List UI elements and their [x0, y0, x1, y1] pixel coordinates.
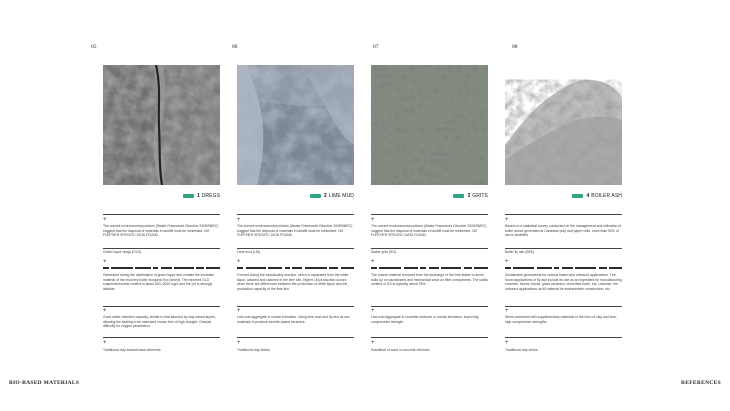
legislation-text: Based on a statistical survey conducted on the management and utilization of boiler ashes generated at Canadian pulp and paper mills, more than 50% of ash is landfilled.: [505, 224, 622, 238]
properties-text: Low-cost aggregate in mortar formation. Using lime mud and fly ash as raw materials to produce zeorlite-based ceramics.: [237, 315, 350, 324]
origin-text: Formed during the causticizing reaction, which is separated from the white liquor, washed and calcined in the lime kiln. Higher LM production occurs when there are differences between the production of white liquor and the production capacity of the lime kiln.: [237, 273, 349, 292]
accent-chip: [453, 194, 464, 199]
plus-icon: +: [237, 217, 241, 223]
plus-icon: +: [103, 308, 107, 314]
application-text: Traditional clay sealant base elements.: [103, 348, 162, 352]
plus-icon: +: [237, 259, 241, 265]
caption-label: BOILER ASH: [591, 193, 622, 199]
accent-chip: [310, 194, 321, 199]
caption-label: DREGS: [201, 193, 220, 199]
footer-left-title: BIO-BASED MATERIALS: [9, 380, 80, 386]
divider: [371, 214, 488, 215]
plus-icon: +: [237, 340, 241, 346]
divider: [505, 248, 622, 249]
plus-icon: +: [371, 259, 375, 265]
material-name: Slaker grits (SG).: [371, 250, 397, 254]
divider: [103, 337, 220, 338]
application-text: Traditional clay bricks.: [505, 348, 539, 352]
divider: [103, 214, 220, 215]
material-name: Boiler fly ash (BFA).: [505, 250, 535, 254]
divider: [237, 214, 354, 215]
plus-icon: +: [103, 217, 107, 223]
dregs-sample-photo: [103, 65, 220, 185]
page-number: 06: [232, 44, 238, 50]
footer-right-title: REFERENCES: [681, 380, 721, 386]
divider: [505, 214, 622, 215]
caption-number: 2: [323, 193, 327, 199]
material-name: Green liquor dregs (GLD).: [103, 250, 143, 254]
caption-number: 1: [196, 193, 200, 199]
boiler-ash-sample-photo: [505, 65, 622, 185]
properties-text: Low-cost aggregate in concrete mixtures or mortar formation, improving compressive strength.: [371, 315, 479, 324]
plus-icon: +: [103, 340, 107, 346]
material-name: Lime mud (LM).: [237, 250, 261, 254]
caption-number: 4: [586, 193, 590, 199]
plus-icon: +: [371, 340, 375, 346]
page-number: 07: [373, 44, 379, 50]
plus-icon: +: [371, 217, 375, 223]
divider: [371, 248, 488, 249]
photo-caption: [572, 193, 622, 199]
dash-divider: [103, 267, 220, 270]
divider: [371, 306, 488, 307]
lime-mud-sample-photo: [237, 65, 354, 185]
properties-text: Good water retention capacity, similar to that assured by clay-based layers, allowing the sealing to be saturated mortar free of high draught. Gradual difficulty for oxygen penetration.: [103, 315, 216, 329]
caption-label: GRITS: [472, 193, 488, 199]
caption-label: LIME MUD: [328, 193, 354, 199]
legislation-text: The current environmental policies (Waste Framework Directive 2008/98/EC) suggest that the disposal of materials in landfill must be minimised. NO FURTHER SPECIFIC DATA FOUND.: [371, 224, 487, 238]
accent-chip: [183, 194, 194, 199]
dash-divider: [371, 267, 488, 270]
application-text: Traditional clay bricks.: [237, 348, 271, 352]
photo-caption: [453, 193, 488, 199]
divider: [103, 248, 220, 249]
divider: [103, 306, 220, 307]
legislation-text: The current environmental policies (Waste Framework Directive 2008/98/EC) suggest that the disposal of materials in landfill must be minimised. NO FURTHER SPECIFIC DATA FOUND.: [237, 224, 353, 238]
plus-icon: +: [505, 217, 509, 223]
properties-text: When combined with supplementary materials in the form of clay and lime, high compressive strengths.: [505, 315, 617, 324]
divider: [237, 337, 354, 338]
plus-icon: +: [505, 340, 509, 346]
origin-text: The coarse material removed from the discharge of the lime slaker to avoid build up on causticizers and mechanical wear on filter components. The solids content of SG is typically about 75%.: [371, 273, 488, 287]
photo-caption: [310, 193, 354, 199]
divider: [505, 306, 622, 307]
plus-icon: +: [505, 308, 509, 314]
plus-icon: +: [103, 259, 107, 265]
divider: [505, 337, 622, 338]
plus-icon: +: [505, 259, 509, 265]
origin-text: Generated during the clarification of green liquor and contain the insoluble material of the recovery boiler inorganic flux (smelt). The reported GLD suspended solids content is about 600–2000 mg/L and the pH is strongly alkaline.: [103, 273, 215, 292]
page-number: 05: [91, 44, 97, 50]
legislation-text: The current environmental policies (Waste Framework Directive 2008/98/EC) suggest that the disposal of materials in landfill must be minimised. NO FURTHER SPECIFIC DATA FOUND.: [103, 224, 219, 238]
grits-sample-photo: [371, 65, 488, 185]
divider: [237, 306, 354, 307]
photo-caption: [183, 193, 220, 199]
accent-chip: [572, 194, 583, 199]
plus-icon: +: [237, 308, 241, 314]
plus-icon: +: [371, 308, 375, 314]
divider: [371, 337, 488, 338]
application-text: Substitute of sand in concrete mixtures.: [371, 348, 431, 352]
caption-number: 3: [467, 193, 471, 199]
page-number: 08: [512, 44, 518, 50]
dash-divider: [505, 267, 622, 270]
dash-divider: [237, 267, 354, 270]
origin-text: Sustainable geomaterial for various based and unbound applications. The found applications of fly ash include its use as an ingredient for manufacturing concrete, blocks, bricks, glass ceramics, cemented earth, etc. Likewise, the unbound applications as fill material for embankment construction, etc.: [505, 273, 622, 292]
divider: [237, 248, 354, 249]
